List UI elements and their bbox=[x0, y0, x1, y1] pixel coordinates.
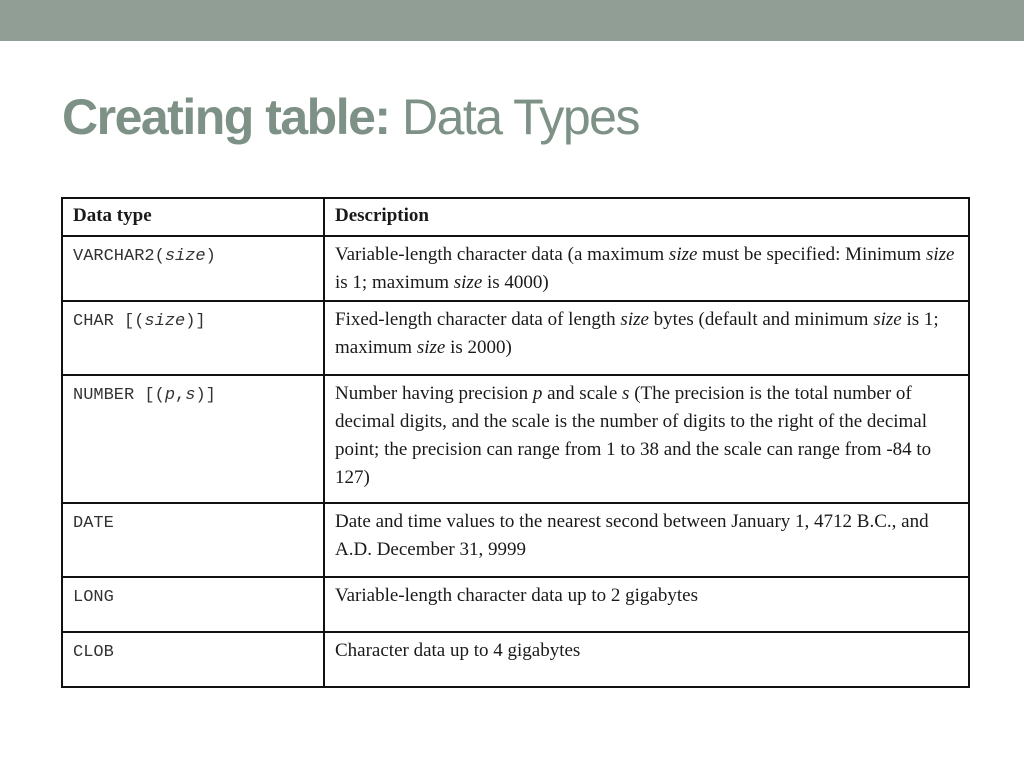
slide-title-normal: Data Types bbox=[401, 89, 639, 145]
table-row bbox=[62, 577, 969, 632]
description-cell bbox=[324, 236, 969, 301]
type-param: size bbox=[164, 247, 206, 266]
type-name: DATE bbox=[73, 514, 114, 533]
desc-text: bytes (default and minimum bbox=[648, 309, 874, 330]
type-punct: ) bbox=[205, 247, 216, 266]
type-punct: )] bbox=[195, 386, 216, 405]
table-row bbox=[62, 236, 969, 301]
desc-italic: p bbox=[532, 383, 543, 404]
top-accent-bar bbox=[0, 0, 1024, 41]
table-row bbox=[62, 301, 969, 375]
table-header-row bbox=[62, 198, 969, 236]
data-types-table bbox=[61, 197, 970, 688]
desc-italic: size bbox=[873, 309, 902, 330]
data-type-cell bbox=[62, 236, 324, 301]
type-name: LONG bbox=[73, 588, 114, 607]
desc-text: is 1; maximum bbox=[335, 309, 939, 358]
type-punct: [( bbox=[134, 386, 165, 405]
header-description: Description bbox=[324, 198, 969, 236]
data-type-cell bbox=[62, 577, 324, 632]
type-name: NUMBER bbox=[73, 386, 135, 405]
type-param: size bbox=[144, 312, 186, 331]
desc-text: Fixed-length character data of length bbox=[335, 309, 621, 330]
desc-text: is 1; maximum bbox=[335, 272, 454, 293]
type-name: VARCHAR2 bbox=[73, 247, 155, 266]
data-type-cell bbox=[62, 301, 324, 375]
slide-title-bold: Creating table: bbox=[62, 89, 390, 145]
description-cell: Date and time values to the nearest second between January 1, 4712 B.C., and A.D. December 31, 9999 bbox=[324, 503, 969, 577]
slide-title bbox=[62, 84, 639, 150]
description-cell: Variable-length character data up to 2 gigabytes bbox=[324, 577, 969, 632]
desc-italic: size bbox=[620, 309, 649, 330]
type-punct: , bbox=[175, 386, 186, 405]
table-row bbox=[62, 632, 969, 687]
desc-italic: size bbox=[925, 244, 955, 265]
desc-text: and scale bbox=[542, 383, 623, 404]
data-type-cell bbox=[62, 503, 324, 577]
desc-text: Variable-length character data (a maximum bbox=[335, 244, 669, 265]
type-param: p bbox=[164, 386, 176, 405]
desc-italic: s bbox=[622, 383, 630, 404]
desc-text: must be specified: Minimum bbox=[697, 244, 926, 265]
type-name: CLOB bbox=[73, 643, 114, 662]
table-row bbox=[62, 375, 969, 503]
type-name: CHAR bbox=[73, 312, 114, 331]
desc-text: is 2000) bbox=[445, 337, 512, 358]
description-cell bbox=[324, 375, 969, 503]
description-cell: Character data up to 4 gigabytes bbox=[324, 632, 969, 687]
desc-italic: size bbox=[416, 337, 446, 358]
header-data-type: Data type bbox=[62, 198, 324, 236]
desc-italic: size bbox=[668, 244, 698, 265]
type-punct: [( bbox=[113, 312, 145, 331]
type-punct: ( bbox=[154, 247, 165, 266]
table-row bbox=[62, 503, 969, 577]
description-cell bbox=[324, 301, 969, 375]
desc-italic: size bbox=[453, 272, 483, 293]
data-type-cell bbox=[62, 632, 324, 687]
type-param: s bbox=[185, 386, 196, 405]
type-punct: )] bbox=[185, 312, 206, 331]
desc-text: is 4000) bbox=[482, 272, 549, 293]
desc-text: (The precision is the total number of decimal digits, and the scale is the number of digits to the right of the decimal point; the precision can range from 1 to 38 and the scale can range from -84 to 127) bbox=[335, 383, 932, 488]
data-type-cell bbox=[62, 375, 324, 503]
desc-text: Number having precision bbox=[335, 383, 533, 404]
